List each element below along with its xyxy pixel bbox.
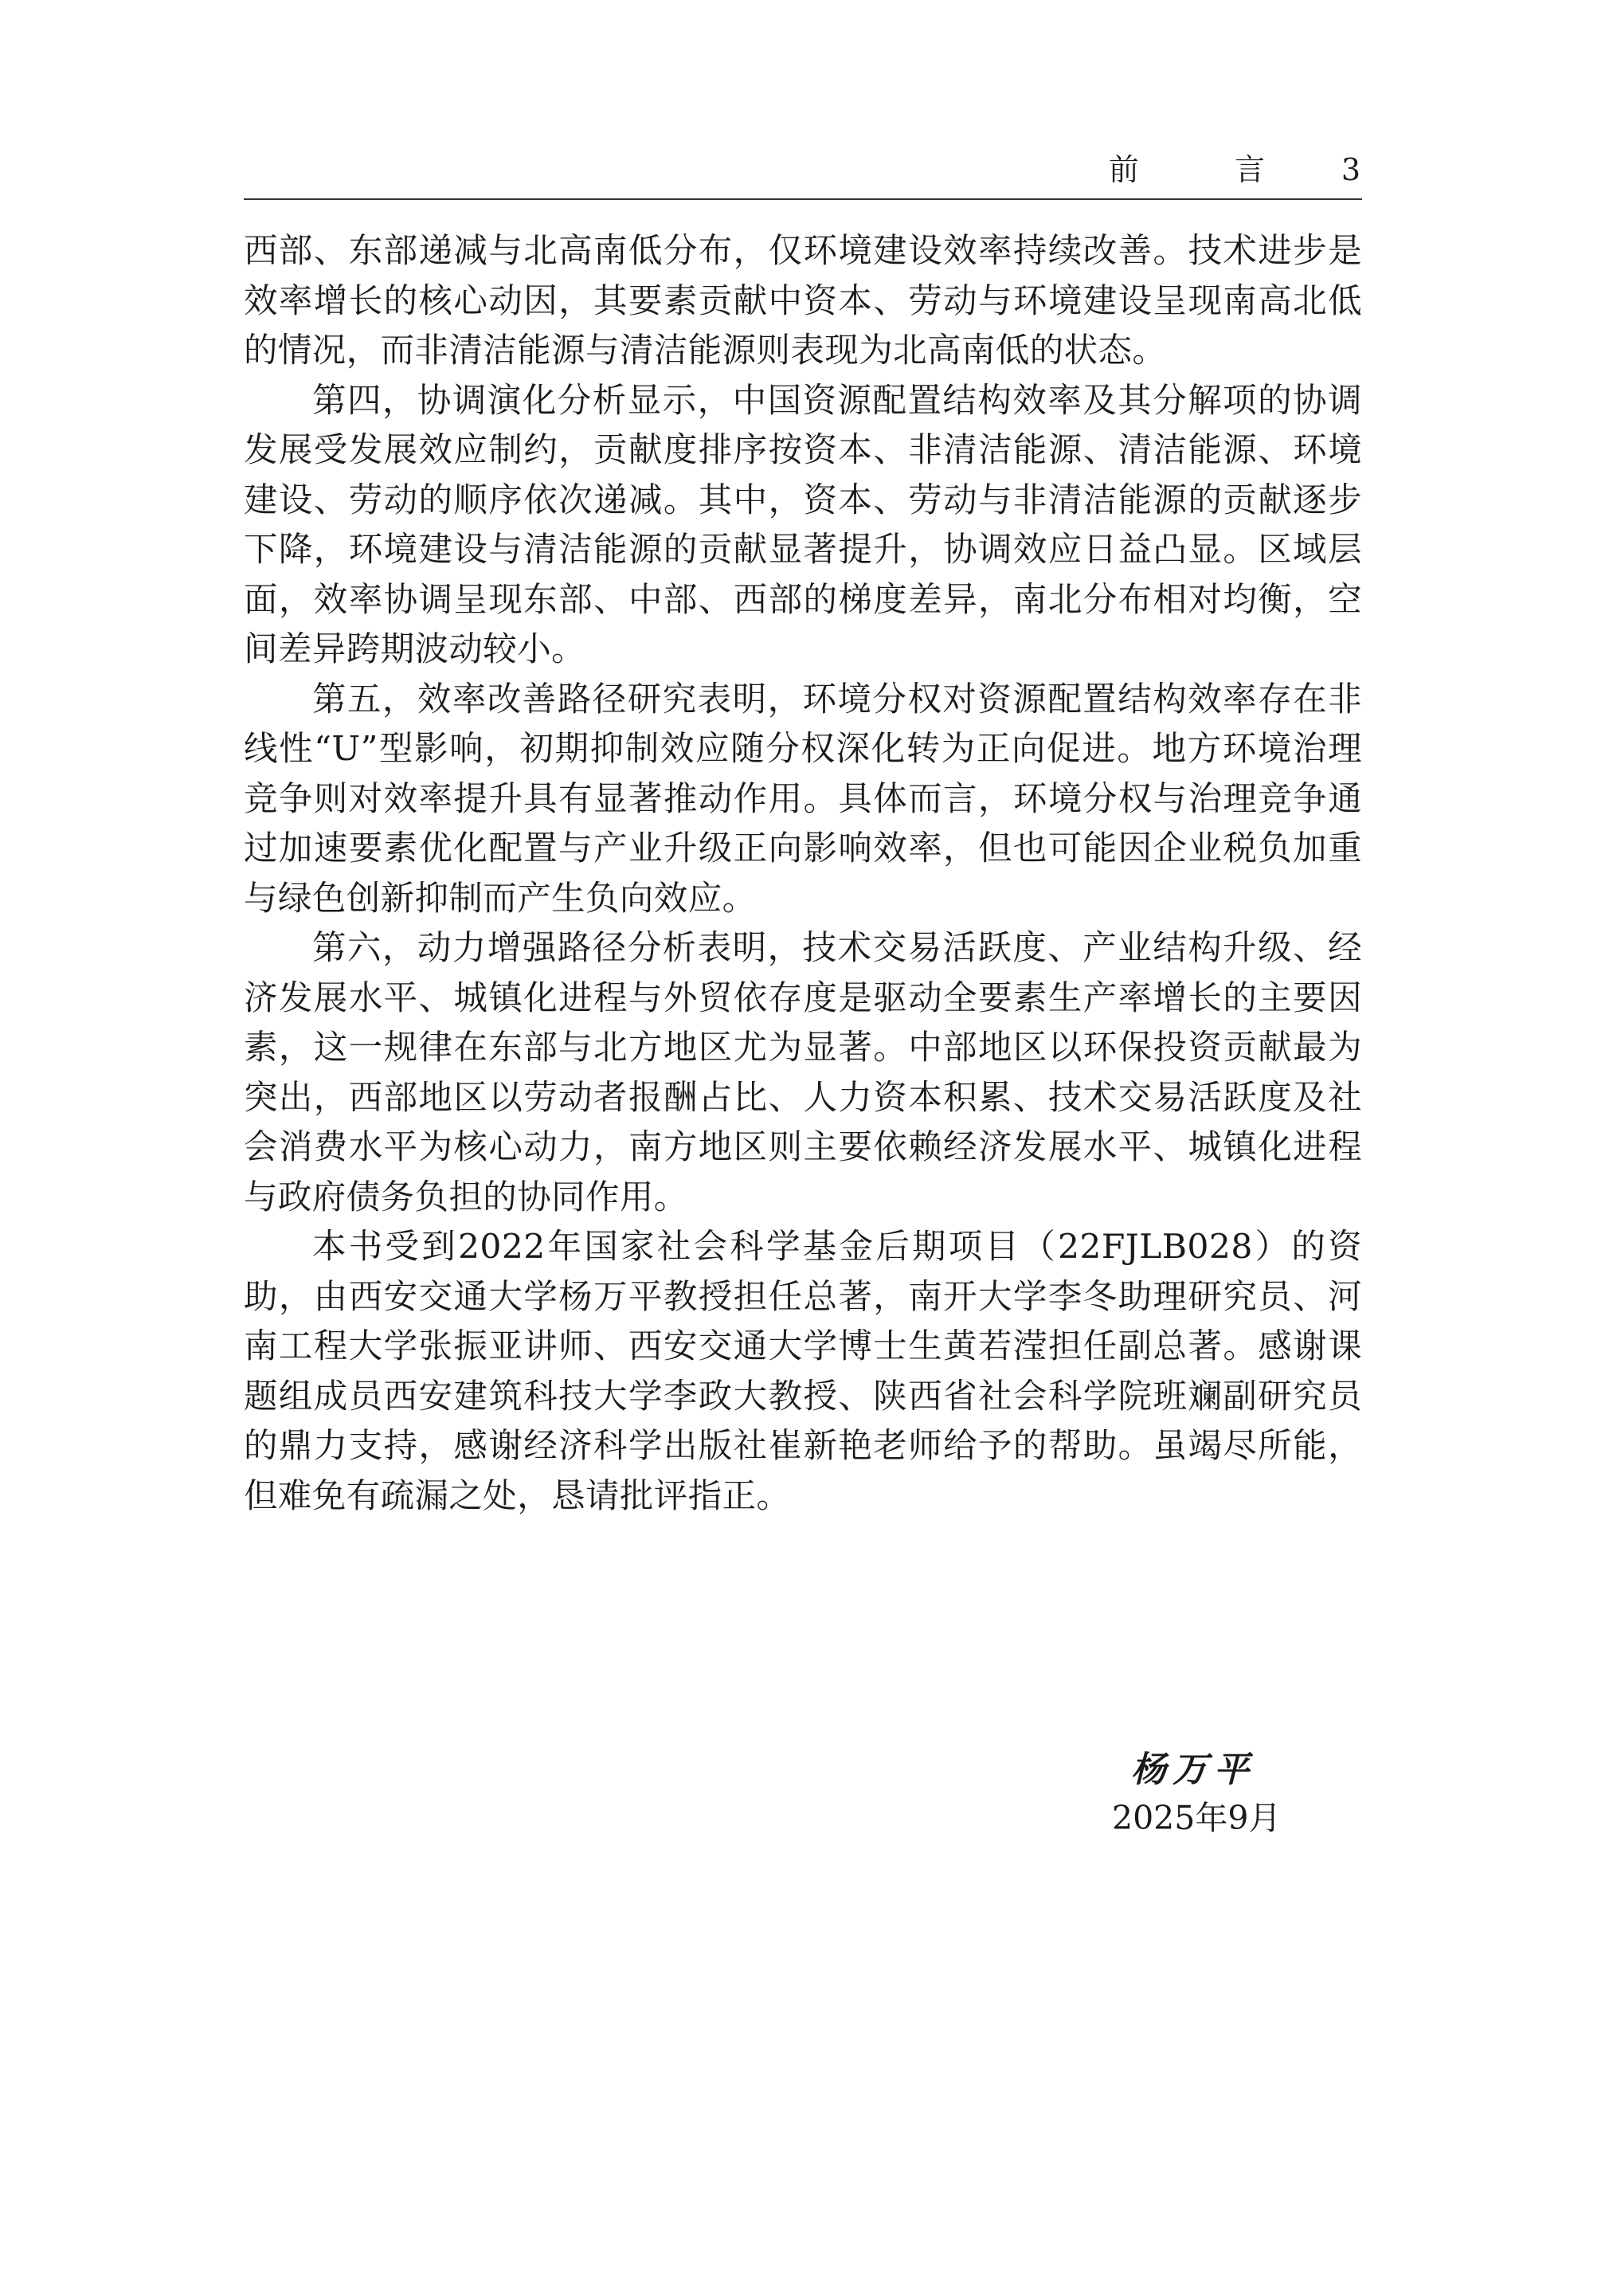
paragraph-continuation: 西部、东部递减与北高南低分布，仅环境建设效率持续改善。技术进步是效率增长的核心动因，其要素贡献中资本、劳动与环境建设呈现南高北低的情况，而非清洁能源与清洁能源则表现为北高南低的状态。 [244, 232, 1362, 370]
running-header [244, 147, 1362, 200]
header-title: 前 言 [1108, 152, 1308, 187]
paragraph-sixth: 第六，动力增强路径分析表明，技术交易活跃度、产业结构升级、经济发展水平、城镇化进程与外贸依存度是驱动全要素生产率增长的主要因素，这一规律在东部与北方地区尤为显著。中部地区以环保投资贡献最为突出，西部地区以劳动者报酬占比、人力资本积累、技术交易活跃度及社会消费水平为核心动力，南方地区则主要依赖经济发展水平、城镇化进程与政府债务负担的协同作用。 [244, 929, 1362, 1217]
author-signature: 杨万平 [1131, 1749, 1255, 1790]
signature-date: 2025年9月 [1112, 1799, 1282, 1837]
paragraph-acknowledgement: 本书受到2022年国家社会科学基金后期项目（22FJLB028）的资助，由西安交通大学杨万平教授担任总著，南开大学李冬助理研究员、河南工程大学张振亚讲师、西安交通大学博士生黄若滢担任副总著。感谢课题组成员西安建筑科技大学李政大教授、陕西省社会科学院班斓副研究员的鼎力支持，感谢经济科学出版社崔新艳老师给予的帮助。虽竭尽所能，但难免有疏漏之处，恳请批评指正。 [244, 1228, 1362, 1516]
paragraph-fourth: 第四，协调演化分析显示，中国资源配置结构效率及其分解项的协调发展受发展效应制约，贡献度排序按资本、非清洁能源、清洁能源、环境建设、劳动的顺序依次递减。其中，资本、劳动与非清洁能源的贡献逐步下降，环境建设与清洁能源的贡献显著提升，协调效应日益凸显。区域层面，效率协调呈现东部、中部、西部的梯度差异，南北分布相对均衡，空间差异跨期波动较小。 [244, 381, 1362, 669]
paragraph-fifth: 第五，效率改善路径研究表明，环境分权对资源配置结构效率存在非线性“U”型影响，初期抑制效应随分权深化转为正向促进。地方环境治理竞争则对效率提升具有显著推动作用。具体而言，环境分权与治理竞争通过加速要素优化配置与产业升级正向影响效率，但也可能因企业税负加重与绿色创新抑制而产生负向效应。 [244, 680, 1362, 919]
page-number: 3 [1341, 152, 1360, 187]
body-text [244, 227, 1362, 1522]
